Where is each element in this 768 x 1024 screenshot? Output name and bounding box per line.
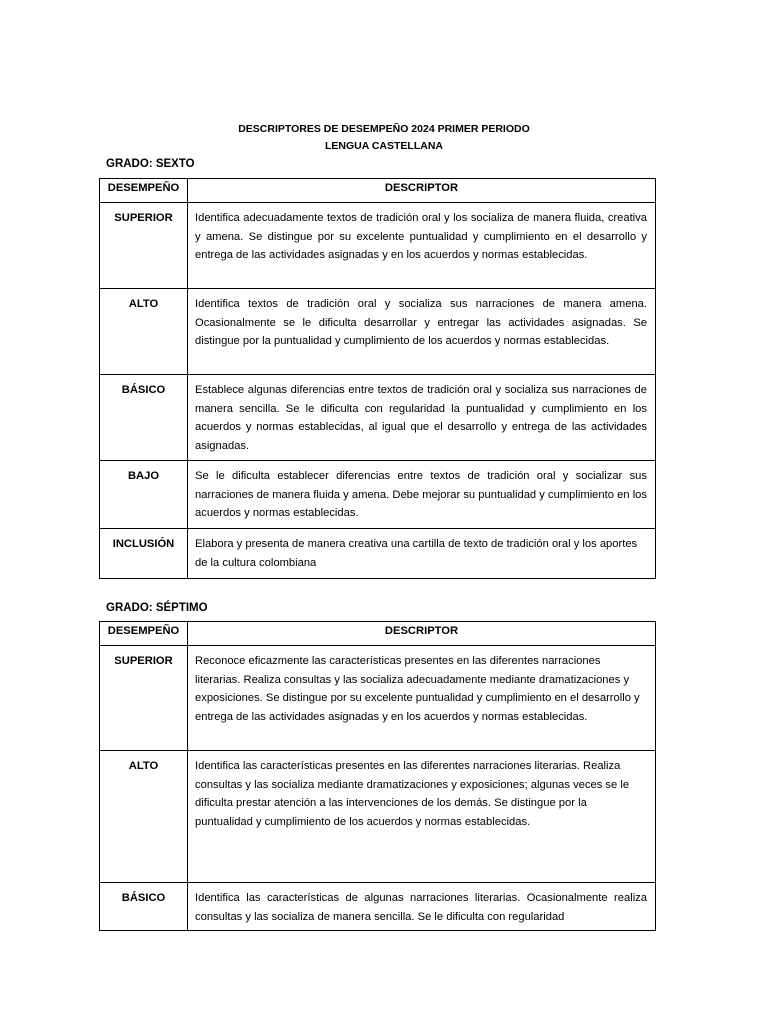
descriptor-table-septimo bbox=[99, 621, 656, 931]
level-cell: INCLUSIÓN bbox=[100, 529, 188, 579]
column-header-descriptor: DESCRIPTOR bbox=[188, 622, 656, 646]
table-row bbox=[100, 375, 656, 461]
table-header-row bbox=[100, 622, 656, 646]
level-cell: BÁSICO bbox=[100, 375, 188, 461]
table-row bbox=[100, 646, 656, 751]
descriptor-cell: Identifica adecuadamente textos de tradición oral y los socializa de manera fluida, creativa y amena. Se distingue por su excelente puntualidad y cumplimiento en el desarrollo y entrega de las actividades asignadas y en los acuerdos y normas establecidas. bbox=[188, 203, 656, 289]
descriptor-cell: Establece algunas diferencias entre textos de tradición oral y socializa sus narraciones de manera sencilla. Se le dificulta con regularidad la puntualidad y cumplimiento en los acuerdos y normas establecidas, al igual que el desarrollo y entrega de las actividades asignadas. bbox=[188, 375, 656, 461]
document-subtitle: LENGUA CASTELLANA bbox=[324, 140, 444, 152]
column-header-level: DESEMPEÑO bbox=[100, 622, 188, 646]
table-row bbox=[100, 461, 656, 529]
level-cell: SUPERIOR bbox=[100, 646, 188, 751]
descriptor-cell: Identifica textos de tradición oral y socializa sus narraciones de manera amena. Ocasionalmente se le dificulta desarrollar y entregar las actividades asignadas. Se distingue por la puntualidad y cumplimiento de los acuerdos y normas establecidas. bbox=[188, 289, 656, 375]
descriptor-cell: Identifica las características de algunas narraciones literarias. Ocasionalmente realiza consultas y las socializa de manera sencilla. Se le dificulta con regularidad bbox=[188, 883, 656, 931]
table-row bbox=[100, 289, 656, 375]
descriptor-cell: Identifica las características presentes en las diferentes narraciones literarias. Realiza consultas y las socializa mediante dramatizaciones y exposiciones; algunas veces se le dificulta prestar atención a las intervenciones de los demás. Se distingue por la puntualidad y cumplimiento de los acuerdos y normas establecidas. bbox=[188, 751, 656, 883]
level-cell: SUPERIOR bbox=[100, 203, 188, 289]
level-cell: ALTO bbox=[100, 289, 188, 375]
column-header-level: DESEMPEÑO bbox=[100, 179, 188, 203]
table-header-row bbox=[100, 179, 656, 203]
descriptor-cell: Elabora y presenta de manera creativa una cartilla de texto de tradición oral y los aportes de la cultura colombiana bbox=[188, 529, 656, 579]
table-row bbox=[100, 751, 656, 883]
grade-heading-sexto: GRADO: SEXTO bbox=[106, 158, 195, 170]
table-row bbox=[100, 203, 656, 289]
table-row bbox=[100, 529, 656, 579]
level-cell: ALTO bbox=[100, 751, 188, 883]
document-title: DESCRIPTORES DE DESEMPEÑO 2024 PRIMER PERIODO bbox=[238, 123, 530, 135]
descriptor-cell: Se le dificulta establecer diferencias entre textos de tradición oral y socializar sus narraciones de manera fluida y amena. Debe mejorar su puntualidad y cumplimiento en los acuerdos y normas establecidas. bbox=[188, 461, 656, 529]
descriptor-table-sexto bbox=[99, 178, 656, 579]
level-cell: BAJO bbox=[100, 461, 188, 529]
column-header-descriptor: DESCRIPTOR bbox=[188, 179, 656, 203]
descriptor-cell: Reconoce eficazmente las características presentes en las diferentes narraciones literarias. Realiza consultas y las socializa adecuadamente mediante dramatizaciones y exposiciones. Se distingue por su excelente puntualidad y cumplimiento en el desarrollo y entrega de las actividades asignadas y en los acuerdos y normas establecidas. bbox=[188, 646, 656, 751]
level-cell: BÁSICO bbox=[100, 883, 188, 931]
table-row bbox=[100, 883, 656, 931]
grade-heading-septimo: GRADO: SÉPTIMO bbox=[106, 602, 208, 614]
